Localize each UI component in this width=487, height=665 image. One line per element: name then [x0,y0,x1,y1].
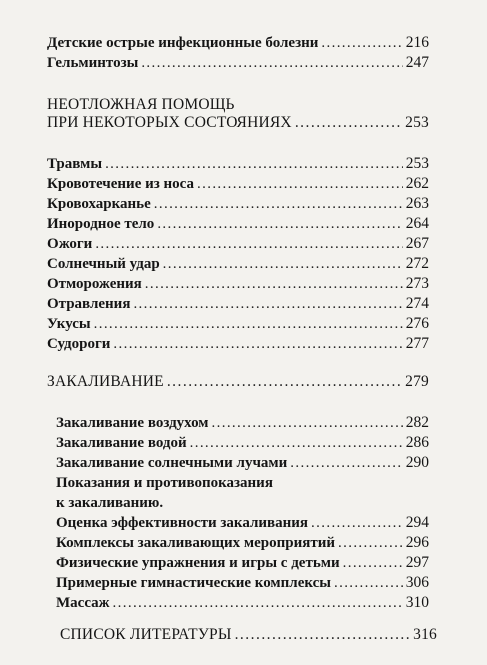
toc-entry [56,453,429,473]
toc-entry-label: Отравления [47,296,131,312]
dot-leader [290,453,402,473]
toc-entry-label: Гельминтозы [47,55,139,71]
dot-leader [113,334,402,354]
dot-leader [145,274,403,294]
dot-leader [212,413,403,433]
dot-leader [157,214,402,234]
toc-entry [56,593,429,613]
toc-entry-label: Кровохарканье [47,196,151,212]
toc-entry-label: Укусы [47,316,91,332]
dot-leader [167,372,402,392]
toc-entry-label: Инородное тело [47,216,155,232]
toc-entry-line: Показания и противопоказания [56,475,273,491]
toc-entry-label: Кровотечение из носа [47,176,195,192]
section-heading-line: НЕОТЛОЖНАЯ ПОМОЩЬ [47,96,235,113]
toc-entry [47,274,429,294]
toc-page-number: 267 [405,235,429,252]
toc-entry [56,513,429,533]
toc-entry [56,413,429,433]
dot-leader [343,553,403,573]
dot-leader [321,33,402,53]
toc-entry-label: Оценка эффективности закаливания [56,515,309,531]
dot-leader [197,174,403,194]
toc-entry-label: Физические упражнения и игры с детьми [56,555,340,571]
toc-entry [56,433,429,453]
toc-entry [47,214,429,234]
toc-page-number: 216 [405,34,429,51]
toc-entry [47,53,429,73]
toc-entry-label: Примерные гимнастические комплексы [56,575,331,591]
toc-page-number: 277 [405,335,429,352]
dot-leader [133,294,402,314]
toc-entry [47,254,429,274]
toc-entry [47,334,429,354]
toc-page-number: 264 [405,215,429,232]
toc-page-number: 262 [405,175,429,192]
toc-entry-line: к закаливанию. [56,495,164,511]
dot-leader [95,234,402,254]
toc-page-number: 274 [405,295,429,312]
toc-entry [56,553,429,573]
toc-entry-label: Закаливание солнечными лучами [56,455,288,471]
toc-page-number: 310 [405,594,429,611]
dot-leader [113,593,403,613]
toc-section [60,625,437,645]
toc-entry-label: Массаж [56,595,110,611]
toc-page-number: 306 [405,574,429,591]
toc-page-number: 263 [405,195,429,212]
toc-page-number: 276 [405,315,429,332]
toc-entry [47,154,429,174]
toc-entry [47,174,429,194]
toc-entry-label: Отморожения [47,276,142,292]
dot-leader [338,533,403,553]
dot-leader [235,625,411,645]
dot-leader [154,194,403,214]
toc-page-number: 247 [405,54,429,71]
toc-page-number: 290 [405,454,429,471]
toc-entry-label: Травмы [47,156,103,172]
toc-section-label: ПРИ НЕКОТОРЫХ СОСТОЯНИЯХ [47,114,292,131]
toc-section [47,113,429,133]
dot-leader [163,254,403,274]
toc-page-number: 286 [405,434,429,451]
toc-entry [47,314,429,334]
toc-page-number: 253 [405,114,429,131]
toc-page-number: 316 [413,626,437,643]
toc-entry-label: Закаливание воздухом [56,415,209,431]
toc-entry-label: Закаливание водой [56,435,187,451]
toc-page-number: 253 [405,155,429,172]
dot-leader [190,433,403,453]
toc-page-number: 296 [405,534,429,551]
toc-entry [47,33,429,53]
toc-section-label: СПИСОК ЛИТЕРАТУРЫ [60,626,232,643]
toc-entry [47,294,429,314]
toc-page-number: 282 [405,414,429,431]
dot-leader [295,113,402,133]
toc-entry-label: Солнечный удар [47,256,160,272]
toc-page-number: 279 [405,373,429,390]
toc-page-number: 294 [405,514,429,531]
dot-leader [334,573,403,593]
toc-entry-label: Комплексы закаливающих мероприятий [56,535,336,551]
toc-page-number: 297 [405,554,429,571]
toc-page-number: 273 [405,275,429,292]
dot-leader [311,513,403,533]
toc-section-label: ЗАКАЛИВАНИЕ [47,373,164,390]
dot-leader [141,53,402,73]
dot-leader [105,154,403,174]
toc-entry [56,573,429,593]
toc-page-number: 272 [405,255,429,272]
toc-section [47,372,429,392]
toc-entry-label: Судороги [47,336,111,352]
dot-leader [94,314,403,334]
toc-entry-label: Ожоги [47,236,93,252]
toc-entry [56,533,429,553]
toc-entry [47,234,429,254]
toc-entry [47,194,429,214]
toc-entry-label: Детские острые инфекционные болезни [47,35,319,51]
